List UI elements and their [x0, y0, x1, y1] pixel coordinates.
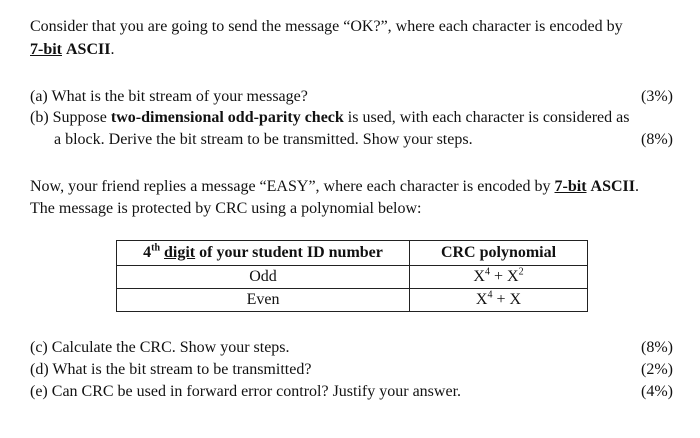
reply-7bit: 7-bit: [554, 178, 587, 195]
question-e-text: Can CRC be used in forward error control? Justify your answer.: [51, 383, 462, 400]
question-e-label: (e): [30, 383, 48, 400]
poly-odd-plus: +: [493, 268, 508, 285]
question-d: [30, 360, 311, 380]
table-row: [117, 289, 588, 312]
question-b-marks: (8%): [641, 131, 673, 148]
question-b-label: (b): [30, 109, 49, 126]
intro-period: .: [110, 41, 115, 58]
poly-even-plus: +: [496, 291, 510, 308]
question-a-text: What is the bit stream of your message?: [51, 88, 308, 105]
question-b-post: is used, with each character is considered as: [343, 109, 630, 126]
poly-even-a: X: [475, 291, 488, 308]
question-c-marks: (8%): [641, 339, 673, 356]
question-c: [30, 338, 290, 358]
reply-ascii: ASCII: [590, 178, 635, 195]
question-d-text: What is the bit stream to be transmitted?: [52, 361, 312, 378]
poly-odd-exp-a: 4: [484, 266, 490, 278]
row-odd-parity: Odd: [117, 266, 410, 289]
intro-7bit: 7-bit: [30, 41, 62, 58]
poly-even-exp-a: 4: [487, 289, 493, 301]
header-digit-word: digit: [164, 244, 196, 261]
crc-table-header: [117, 241, 588, 266]
question-a-label: (a): [30, 88, 48, 105]
table-row: [117, 266, 588, 289]
intro-line-1: Consider that you are going to send the message “OK?”, where each character is encoded by: [30, 18, 623, 35]
reply-line-2: The message is protected by CRC using a polynomial below:: [30, 200, 422, 217]
question-e-marks: (4%): [641, 383, 673, 400]
reply-period: .: [634, 178, 639, 195]
row-even-parity: Even: [117, 289, 410, 312]
question-b: [30, 108, 629, 128]
intro-ascii: ASCII: [66, 41, 111, 58]
question-a-marks: (3%): [641, 88, 673, 105]
poly-odd-b: X: [507, 268, 519, 285]
question-d-marks: (2%): [641, 361, 673, 378]
question-b-pre: Suppose: [52, 109, 111, 126]
reply-line-1-text: Now, your friend replies a message “EASY”, where each character is encoded by: [30, 178, 555, 195]
row-odd-polynomial: [410, 266, 588, 289]
question-b-cont: a block. Derive the bit stream to be transmitted. Show your steps.: [54, 131, 473, 148]
poly-even-b: X: [509, 291, 522, 308]
header-digit-sup: th: [151, 242, 161, 254]
crc-table: [116, 240, 588, 312]
question-d-label: (d): [30, 361, 49, 378]
row-even-polynomial: [410, 289, 588, 312]
header-digit-num: 4: [143, 244, 152, 261]
question-b-bold: two-dimensional odd-parity check: [110, 109, 344, 126]
header-crc-polynomial: CRC polynomial: [410, 241, 588, 266]
header-digit-rest: of your student ID number: [199, 244, 383, 261]
poly-odd-exp-b: 2: [518, 266, 524, 278]
question-e: [30, 382, 461, 402]
reply-line-1: [30, 177, 639, 197]
header-student-id: [117, 241, 410, 266]
question-a: [30, 87, 308, 107]
poly-odd-a: X: [473, 268, 485, 285]
question-c-label: (c): [30, 339, 48, 356]
question-c-text: Calculate the CRC. Show your steps.: [51, 339, 290, 356]
intro-line-2: [30, 40, 114, 60]
